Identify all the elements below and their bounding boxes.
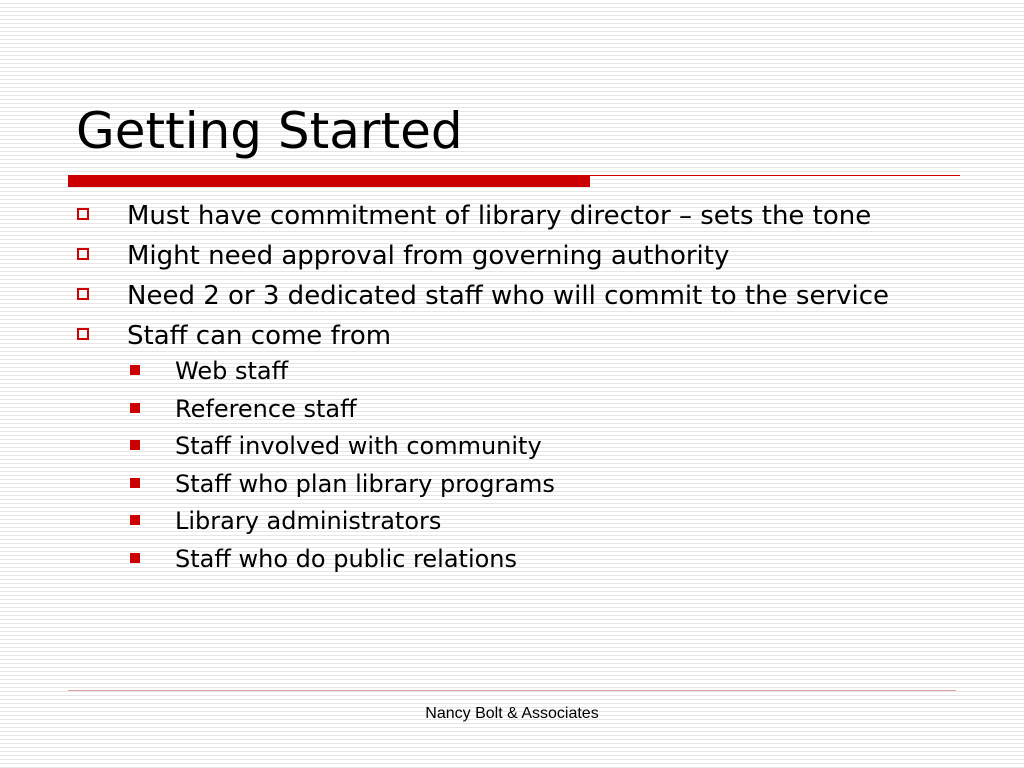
sub-bullet-text: Staff who plan library programs [175,469,555,498]
sub-bullet-item [126,469,956,499]
filled-square-icon [130,440,140,450]
filled-square-icon [130,515,140,525]
bullet-text: Need 2 or 3 dedicated staff who will commit to the service [127,281,890,311]
sub-bullet-item [126,431,956,461]
hollow-square-icon [77,248,89,260]
bullet-text: Staff can come from [127,321,392,351]
filled-square-icon [130,403,140,413]
bullet-item [76,280,956,312]
sub-bullet-item [126,544,956,574]
sub-bullet-text: Staff who do public relations [175,544,518,573]
sub-bullet-text: Staff involved with community [175,432,542,460]
filled-square-icon [130,553,140,563]
sub-bullet-item [126,506,956,536]
hollow-square-icon [77,288,89,300]
sub-bullet-item [126,394,956,424]
bullet-item [76,320,956,574]
hollow-square-icon [77,328,89,340]
bullet-item [76,200,956,232]
footer-credit: Nancy Bolt & Associates [425,705,599,722]
bullet-item [76,240,956,272]
footer-divider [68,690,956,691]
sub-bullet-text: Reference staff [175,394,357,423]
sub-bullet-list [126,356,956,574]
sub-bullet-text: Library administrators [175,507,442,535]
bullet-text: Must have commitment of library director – sets the tone [127,201,872,231]
sub-bullet-item [126,356,956,386]
slide-title: Getting Started [76,102,463,160]
hollow-square-icon [77,208,89,220]
title-accent-bar [68,175,590,187]
bullet-list [76,200,956,582]
sub-bullet-text: Web staff [175,357,289,385]
filled-square-icon [130,365,140,375]
bullet-text: Might need approval from governing authority [127,241,730,271]
filled-square-icon [130,478,140,488]
